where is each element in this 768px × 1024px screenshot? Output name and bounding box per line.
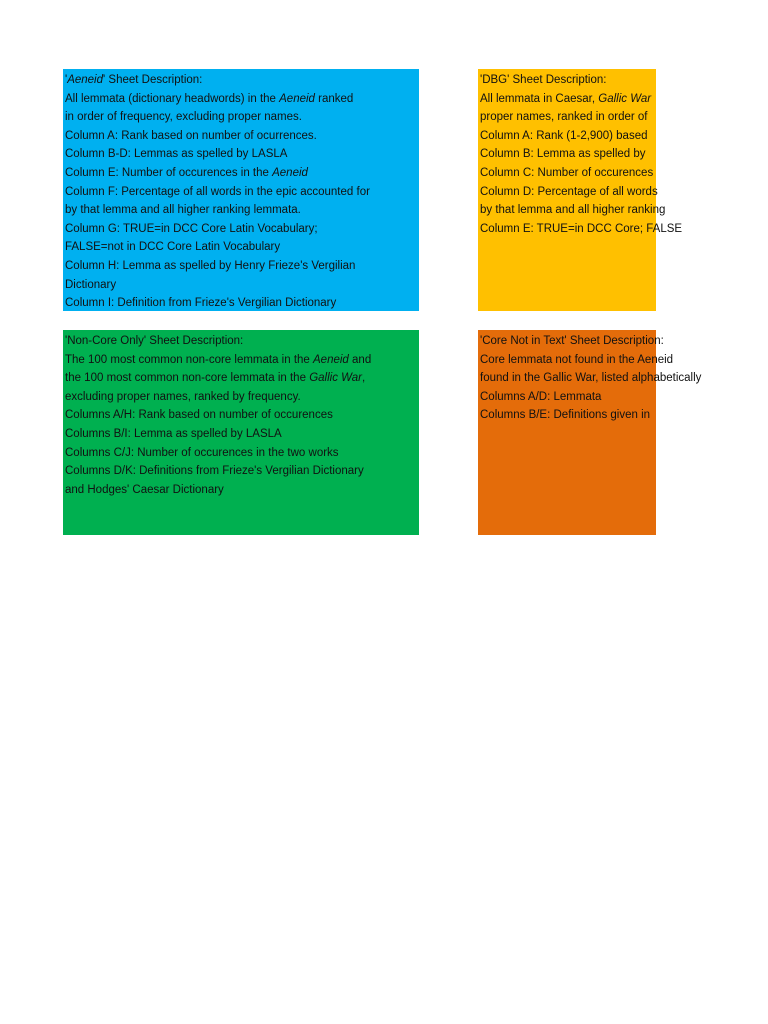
text-run: proper names, ranked in order of: [480, 111, 648, 124]
aeneid-line-1: [65, 71, 415, 90]
text-run: 'Non-Core Only' Sheet Description:: [65, 335, 244, 347]
text-run: ranked: [314, 92, 354, 105]
italic-title: Aeneid: [313, 353, 349, 366]
aeneid-line-7: [65, 183, 415, 202]
core-not-in-text-sheet-description: [478, 330, 702, 535]
italic-title: Gallic War: [598, 92, 652, 105]
corenot-line-3: [480, 369, 702, 388]
aeneid-line-4: [65, 127, 415, 146]
dbg-line-9: [480, 220, 683, 239]
text-run: in order of frequency, excluding proper names.: [65, 111, 302, 124]
dbg-line-5: [480, 145, 652, 164]
text-run: by that lemma and all higher ranking lemmata.: [65, 204, 301, 217]
aeneid-line-2: [65, 90, 415, 109]
text-run: Column E: TRUE=in DCC Core; FALSE: [480, 222, 683, 235]
text-run: excluding proper names, ranked by frequency.: [65, 390, 301, 403]
text-run: ,: [362, 372, 366, 385]
dbg-line-1: [480, 71, 652, 90]
corenot-line-2: [480, 351, 674, 370]
aeneid-line-5: [65, 145, 415, 164]
text-run: and Hodges' Caesar Dictionary: [65, 483, 224, 496]
text-run: Column D: Percentage of all words: [480, 185, 658, 198]
text-run: Column E: Number of occurences in the: [65, 166, 273, 179]
text-run: found in the Gallic War, listed alphabetically: [480, 372, 702, 385]
noncore-line-5: [65, 406, 415, 425]
text-run: Columns C/J: Number of occurences in the two works: [65, 446, 339, 459]
aeneid-line-13: [65, 294, 415, 313]
text-run: ': [65, 74, 68, 86]
text-run: FALSE=not in DCC Core Latin Vocabulary: [65, 241, 281, 254]
noncore-line-6: [65, 425, 415, 444]
text-run: Column A: Rank based on number of ocurrences.: [65, 129, 317, 142]
dbg-line-6: [480, 164, 652, 183]
italic-title: Gallic War: [309, 372, 363, 385]
text-run: The 100 most common non-core lemmata in the: [65, 353, 314, 366]
text-run: Column F: Percentage of all words in the epic accounted for: [65, 185, 370, 198]
noncore-line-7: [65, 444, 415, 463]
text-run: Column B: Lemma as spelled by: [480, 148, 646, 161]
aeneid-sheet-description: [63, 69, 419, 311]
noncore-line-1: [65, 332, 415, 351]
text-run: the 100 most common non-core lemmata in the: [65, 372, 310, 385]
noncore-line-8: [65, 462, 415, 481]
text-run: Column C: Number of occurences: [480, 166, 654, 179]
aeneid-line-3: [65, 108, 415, 127]
text-run: Columns B/E: Definitions given in: [480, 409, 651, 422]
aeneid-line-10: [65, 238, 415, 257]
aeneid-line-8: [65, 201, 415, 220]
aeneid-line-6: [65, 164, 415, 183]
text-run: Column B-D: Lemmas as spelled by LASLA: [65, 148, 288, 161]
text-run: Columns A/D: Lemmata: [480, 390, 602, 403]
text-run: All lemmata (dictionary headwords) in the: [65, 92, 280, 105]
italic-title: Aeneid: [279, 92, 315, 105]
text-run: by that lemma and all higher ranking: [480, 204, 666, 217]
text-run: Columns B/I: Lemma as spelled by LASLA: [65, 427, 282, 440]
text-run: 'Core Not in Text' Sheet Description:: [480, 335, 664, 347]
text-run: and: [348, 353, 372, 366]
corenot-line-4: [480, 388, 652, 407]
text-run: Column I: Definition from Frieze's Vergilian Dictionary: [65, 297, 337, 310]
corenot-line-5: [480, 406, 652, 425]
dbg-line-2: [480, 90, 652, 109]
noncore-line-2: [65, 351, 415, 370]
dbg-line-7: [480, 183, 658, 202]
noncore-line-4: [65, 388, 415, 407]
text-run: All lemmata in Caesar,: [480, 92, 599, 105]
aeneid-line-12: [65, 276, 415, 295]
text-run: Column H: Lemma as spelled by Henry Frieze's Vergilian: [65, 259, 356, 272]
text-run: ' Sheet Description:: [103, 74, 203, 86]
text-run: 'DBG' Sheet Description:: [480, 74, 607, 86]
dbg-line-8: [480, 201, 666, 220]
text-run: Core lemmata not found in the Aeneid: [480, 353, 674, 366]
text-run: Dictionary: [65, 278, 117, 291]
aeneid-line-11: [65, 257, 415, 276]
noncore-line-9: [65, 481, 415, 500]
dbg-line-4: [480, 127, 652, 146]
italic-title: Aeneid: [67, 74, 104, 86]
non-core-only-sheet-description: [63, 330, 419, 535]
corenot-line-1: [480, 332, 664, 351]
italic-title: Aeneid: [272, 166, 308, 179]
dbg-line-3: [480, 108, 652, 127]
text-run: Column G: TRUE=in DCC Core Latin Vocabulary;: [65, 222, 318, 235]
aeneid-line-9: [65, 220, 415, 239]
noncore-line-3: [65, 369, 415, 388]
text-run: Column A: Rank (1-2,900) based: [480, 129, 648, 142]
text-run: Columns A/H: Rank based on number of occurences: [65, 409, 333, 422]
dbg-sheet-description: [478, 69, 683, 311]
text-run: Columns D/K: Definitions from Frieze's Vergilian Dictionary: [65, 465, 364, 478]
